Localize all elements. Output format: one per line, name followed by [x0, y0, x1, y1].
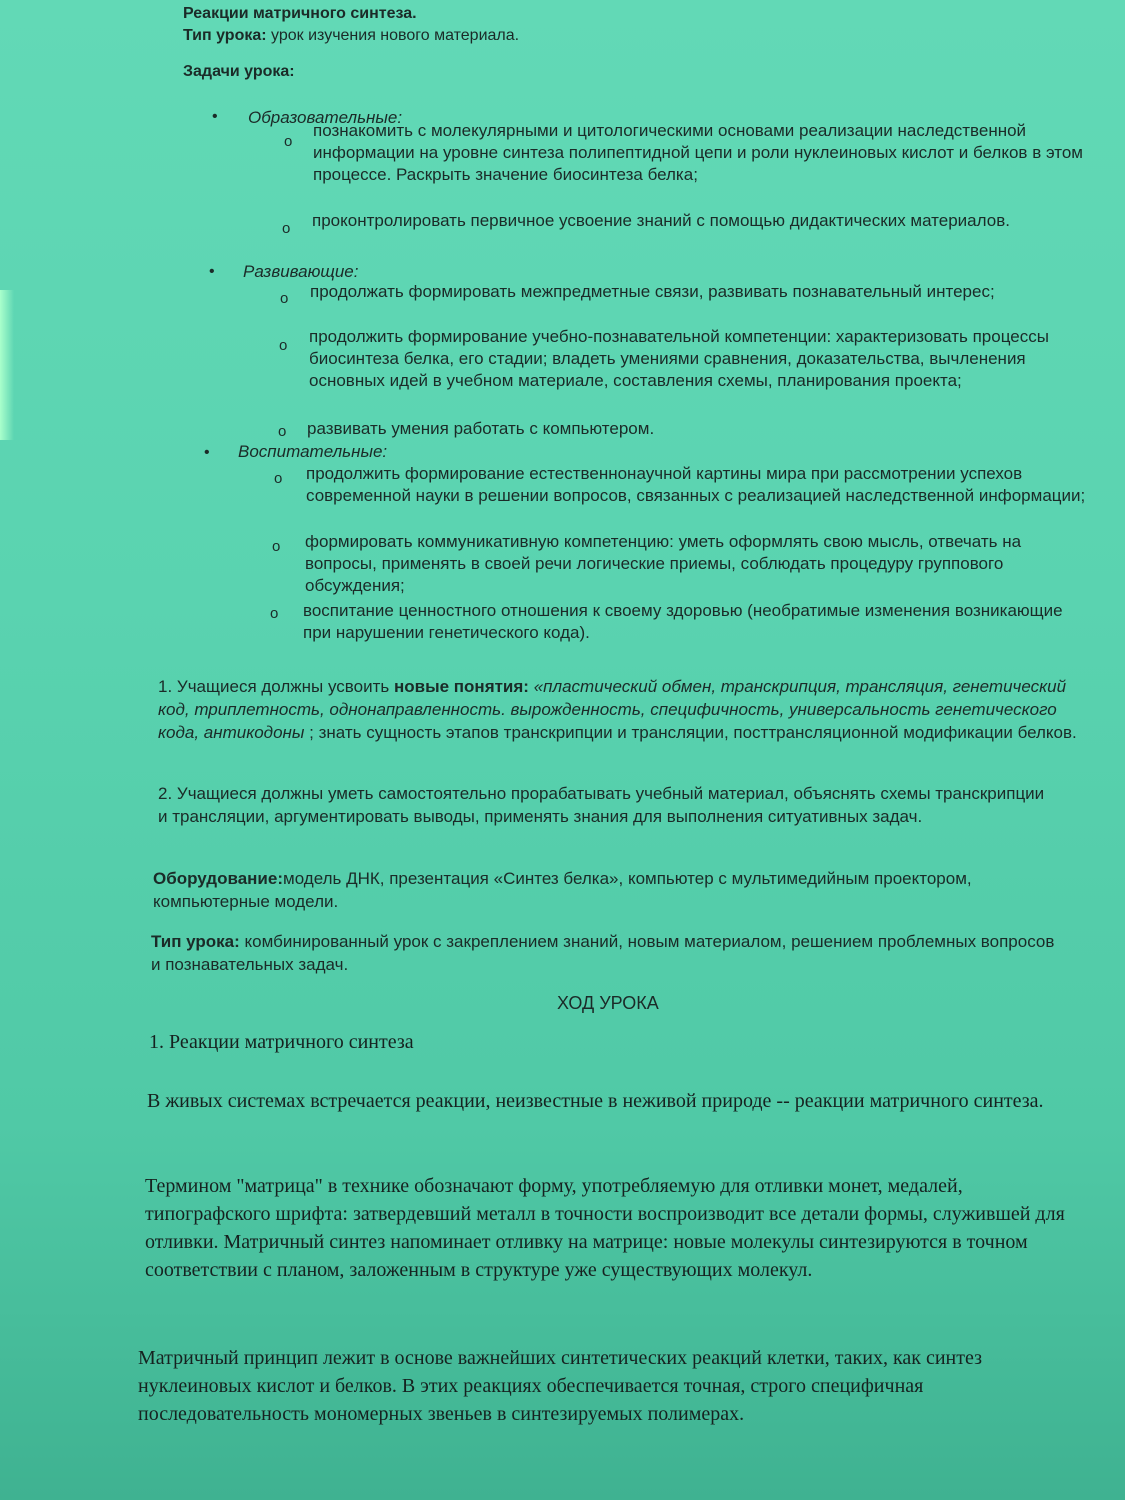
outcome-item-2: 2. Учащиеся должны уметь самостоятельно прорабатывать учебный материал, объяснять схемы транскрипции и трансляции, аргументировать выводы, применять знания для выполнения ситуативных задач.	[158, 784, 1045, 826]
circle-bullet-icon: o	[278, 423, 287, 440]
equipment-text: модель ДНК, презентация «Синтез белка», компьютер с мультимедийным проектором, компьютерные модели.	[153, 869, 972, 911]
task-item: продолжить формирование учебно-познавательной компетенции: характеризовать процессы биосинтеза белка, его стадии; владеть умениями сравнения, доказательства, вычленения основных идей в учебном материале, составления схемы, планирования проекта;	[309, 327, 1049, 390]
task-item: воспитание ценностного отношения к своему здоровью (необратимые изменения возникающие при нарушении генетического кода).	[303, 601, 1063, 642]
edge-light-glare	[0, 290, 14, 440]
outcome-1-suffix: ; знать сущность этапов транскрипции и трансляции, посттрансляционной модификации белков.	[304, 723, 1077, 742]
lesson-type-paragraph	[151, 930, 1061, 976]
bullet-dot-icon: •	[209, 263, 215, 280]
task-item: формировать коммуникативную компетенцию: уметь оформлять свою мысль, отвечать на вопросы, применять в своей речи логические приемы, соблюдать процедуру группового обсуждения;	[305, 532, 1022, 595]
circle-bullet-icon: o	[274, 470, 283, 487]
task-item: продолжать формировать межпредметные связи, развивать познавательный интерес;	[310, 282, 995, 301]
task-item: продолжить формирование естественнонаучной картины мира при рассмотрении успехов современной науки в решении вопросов, связанных с реализацией наследственной информации;	[306, 464, 1086, 505]
lesson-type-value: урок изучения нового материала.	[271, 27, 520, 44]
bullet-dot-icon: •	[204, 444, 210, 461]
bullet-dot-icon: •	[212, 108, 218, 125]
task-item: развивать умения работать с компьютером.	[307, 419, 655, 438]
outcome-1-concepts: «пластический обмен, транскрипция, трансляция, генетический код, триплетность, однонаправленность. вырожденность, специфичность, универсальность генетического кода, антикодоны	[158, 677, 1067, 742]
equipment-label: Оборудование:	[153, 869, 283, 888]
tasks-label: Задачи урока:	[183, 63, 295, 80]
section-paragraph-3: Матричный принцип лежит в основе важнейших синтетических реакций клетки, таких, как синтез нуклеиновых кислот и белков. В этих реакциях обеспечивается точная, строго специфичная последовательность мономерных звеньев в синтезируемых полимерах.	[138, 1347, 983, 1425]
category-upbringing: Воспитательные:	[238, 442, 388, 461]
document-title: Реакции матричного синтеза.	[183, 5, 417, 22]
outcome-1-prefix: 1. Учащиеся должны усвоить	[158, 677, 394, 696]
lesson-type-label: Тип урока:	[183, 27, 267, 44]
lesson-type-label-2: Тип урока:	[151, 932, 240, 951]
task-item: познакомить с молекулярными и цитологическими основами реализации наследственной информации на уровне синтеза полипептидной цепи и роли нуклеиновых кислот и белков в этом процессе. Раскрыть значение биосинтеза белка;	[313, 121, 1083, 184]
section-title: 1. Реакции матричного синтеза	[149, 1031, 414, 1053]
lesson-type-text-2: комбинированный урок с закреплением знаний, новым материалом, решением проблемных вопросов и познавательных задач.	[151, 932, 1055, 974]
course-heading: ХОД УРОКА	[557, 993, 659, 1013]
section-paragraph-1: В живых системах встречается реакции, неизвестные в неживой природе -- реакции матричного синтеза.	[147, 1090, 1044, 1112]
circle-bullet-icon: o	[272, 538, 281, 555]
equipment-paragraph	[153, 867, 1053, 913]
section-paragraph-2: Термином "матрица" в технике обозначают форму, употребляемую для отливки монет, медалей, типографского шрифта: затвердевший металл в точности воспроизводит все детали формы, служившей для отливки. Матричный синтез напоминает отливку на матрице: новые молекулы синтезируются в точном соответствии с планом, заложенным в структуре уже существующих молекул.	[145, 1175, 1065, 1281]
circle-bullet-icon: o	[284, 133, 293, 150]
task-item: проконтролировать первичное усвоение знаний с помощью дидактических материалов.	[312, 211, 1010, 230]
category-developing: Развивающие:	[243, 262, 359, 281]
outcome-1-bold: новые понятия:	[393, 677, 529, 696]
circle-bullet-icon: o	[280, 290, 289, 307]
category-educational: Образовательные:	[248, 108, 403, 127]
lesson-type-line	[183, 27, 519, 45]
circle-bullet-icon: o	[282, 220, 291, 237]
outcome-item-1	[158, 675, 1088, 744]
circle-bullet-icon: o	[270, 605, 279, 622]
circle-bullet-icon: o	[279, 337, 288, 354]
